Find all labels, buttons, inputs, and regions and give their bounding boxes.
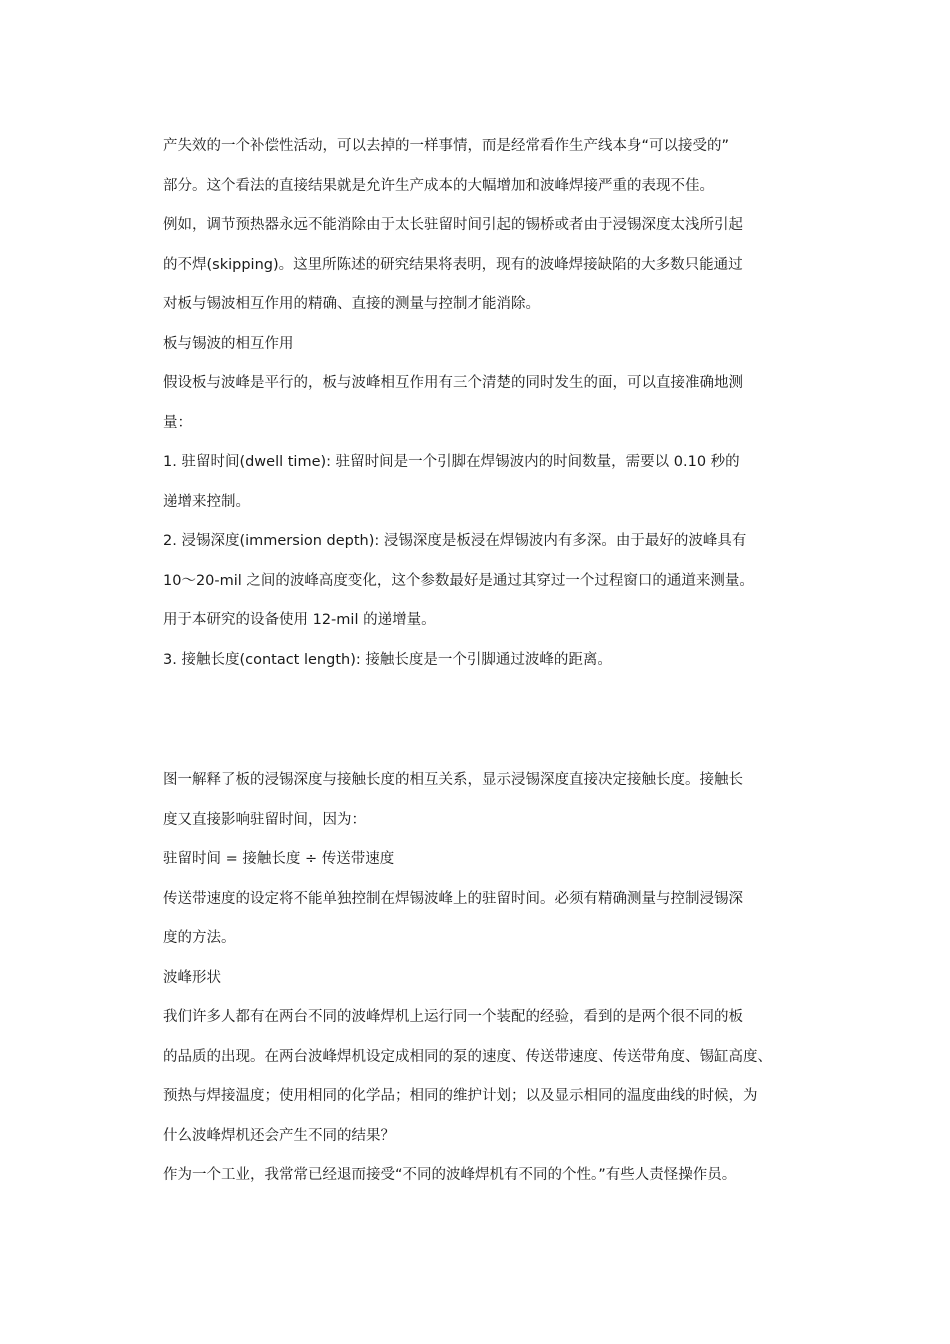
paragraph-line: 图一解释了板的浸锡深度与接触长度的相互关系，显示浸锡深度直接决定接触长度。接触长: [163, 772, 743, 788]
section-heading: 波峰形状: [163, 969, 221, 986]
list-item-line: 1. 驻留时间(dwell time): 驻留时间是一个引脚在焊锡波内的时间数量，需要以 0.10 秒的: [163, 454, 740, 470]
paragraph-line: 产失效的一个补偿性活动，可以去掉的一样事情，而是经常看作生产线本身“可以接受的”: [163, 138, 730, 154]
paragraph-line: 的品质的出现。在两台波峰焊机设定成相同的泵的速度、传送带速度、传送带角度、锡缸高度、: [163, 1048, 772, 1065]
list-item-line: 3. 接触长度(contact length): 接触长度是一个引脚通过波峰的距离。: [163, 651, 612, 668]
paragraph-line: 作为一个工业，我常常已经退而接受“不同的波峰焊机有不同的个性。”有些人责怪操作员。: [163, 1167, 737, 1183]
paragraph-line: 我们许多人都有在两台不同的波峰焊机上运行同一个装配的经验，看到的是两个很不同的板: [163, 1009, 743, 1025]
formula-line: 驻留时间 = 接触长度 ÷ 传送带速度: [163, 851, 395, 867]
document-body: [163, 127, 803, 1196]
section-heading: 板与锡波的相互作用: [163, 335, 294, 352]
list-item-line: 用于本研究的设备使用 12-mil 的递增量。: [163, 612, 436, 628]
paragraph-line: 量：: [163, 414, 192, 431]
list-item-line: 递增来控制。: [163, 493, 250, 510]
paragraph-line: 对板与锡波相互作用的精确、直接的测量与控制才能消除。: [163, 296, 540, 312]
paragraph-line: 部分。这个看法的直接结果就是允许生产成本的大幅增加和波峰焊接严重的表现不佳。: [163, 177, 714, 194]
paragraph-line: 传送带速度的设定将不能单独控制在焊锡波峰上的驻留时间。必须有精确测量与控制浸锡深: [163, 890, 743, 907]
paragraph-line: 例如，调节预热器永远不能消除由于太长驻留时间引起的锡桥或者由于浸锡深度太浅所引起: [163, 217, 743, 233]
list-item-line: 2. 浸锡深度(immersion depth): 浸锡深度是板浸在焊锡波内有多深。由于最好的波峰具有: [163, 533, 747, 549]
list-item-line: 10～20-mil 之间的波峰高度变化，这个参数最好是通过其穿过一个过程窗口的通道来测量。: [163, 572, 754, 589]
paragraph-line: 度的方法。: [163, 930, 236, 946]
blank-space: [163, 680, 803, 761]
paragraph-line: 预热与焊接温度；使用相同的化学品；相同的维护计划；以及显示相同的温度曲线的时候，为: [163, 1088, 758, 1104]
paragraph-line: 的不焊(skipping)。这里所陈述的研究结果将表明，现有的波峰焊接缺陷的大多数只能通过: [163, 256, 743, 273]
paragraph-line: 假设板与波峰是平行的，板与波峰相互作用有三个清楚的同时发生的面，可以直接准确地测: [163, 375, 743, 391]
paragraph-line: 度又直接影响驻留时间，因为：: [163, 811, 366, 828]
paragraph-line: 什么波峰焊机还会产生不同的结果？: [163, 1127, 395, 1144]
